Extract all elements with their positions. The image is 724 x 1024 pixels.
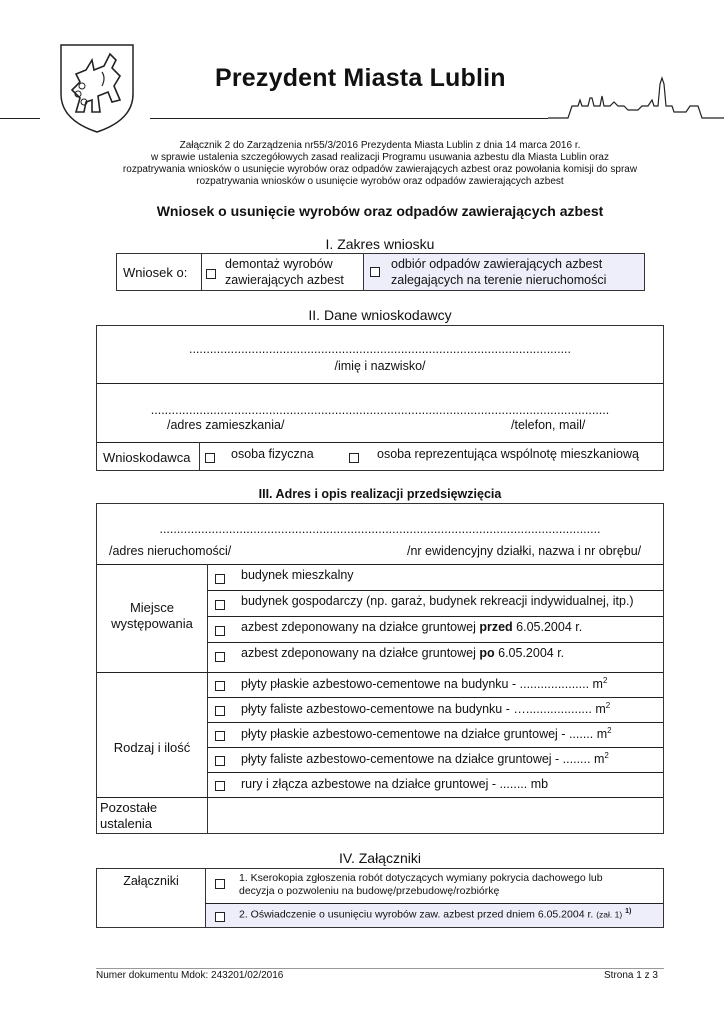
type-option-checkbox[interactable] [215,781,225,791]
option2-line1: odbiór odpadów zawierających azbest [391,257,603,271]
odbior-checkbox[interactable] [370,267,380,277]
option1-line1: demontaż wyrobów [225,257,333,271]
type-option: płyty płaskie azbestowo-cementowe na działce gruntowej - ....... $m^2$ [241,726,612,742]
type-option: rury i złącza azbestowe na działce gruntowej - ........ mb [241,777,549,792]
subtitle-line-1: Załącznik 2 do Zarządzenia nr55/3/2016 Prezydenta Miasta Lublin z dnia 14 marca 2016 r. [179,140,581,151]
location-option: budynek gospodarczy (np. garaż, budynek rekreacji indywidualnej, itp.) [241,594,634,608]
subtitle-line-4: rozpatrywania wniosków o usunięcie wyrobów oraz odpadów zawierających azbest [196,176,564,187]
footer-doc-number: Numer dokumentu Mdok: 243201/02/2016 [96,970,284,981]
name-label: /imię i nazwisko/ [334,359,426,373]
type-option: płyty faliste azbestowo-cementowe na działce gruntowej - ........ $m^2$ [241,751,609,767]
opt-person-label: osoba fizyczna [231,447,314,461]
budynek-gospodarczy-checkbox[interactable] [215,600,225,610]
type-option-checkbox[interactable] [215,731,225,741]
demontaz-checkbox[interactable] [206,269,216,279]
section4-heading: IV. Załączniki [339,850,421,866]
type-option-checkbox[interactable] [215,756,225,766]
header-rule [150,118,548,119]
property-label: /adres nieruchomości/ [109,544,232,558]
option2-line2: zalegających na terenie nieruchomości [391,273,607,287]
other-label-2: ustalenia [100,816,153,831]
attachment2-text: 2. Oświadczenie o usunięciu wyrobów zaw. azbest przed dniem 6.05.2004 r. (zał. 1) $^{1)}$ [239,908,632,921]
applicant-label: Wnioskodawca [103,450,191,465]
other-label-1: Pozostałe [100,800,158,815]
footer-rule [96,968,664,969]
type-option: płyty faliste azbestowo-cementowe na budynku - …................... $m^2$ [241,701,611,717]
location-label-1: Miejsce [129,600,175,615]
address-dots: .................................................................................................................................... [150,403,610,417]
type-option-checkbox[interactable] [215,706,225,716]
wspolnota-checkbox[interactable] [349,453,359,463]
type-label: Rodzaj i ilość [113,740,191,755]
other-notes-field[interactable] [208,798,662,833]
osoba-fizyczna-checkbox[interactable] [205,453,215,463]
attachment1-checkbox[interactable] [215,879,225,889]
location-option: budynek mieszkalny [241,568,354,582]
type-option: płyty płaskie azbestowo-cementowe na budynku - .................... $m^2$ [241,676,608,692]
section1-row-label: Wniosek o: [123,265,188,280]
page-title: Prezydent Miasta Lublin [215,64,506,92]
phone-label: /telefon, mail/ [511,418,586,432]
document-title: Wniosek o usunięcie wyrobów oraz odpadów zawierających azbest [156,203,604,219]
section1-heading: I. Zakres wniosku [325,236,435,252]
attachment1-line1: 1. Kserokopia zgłoszenia robót dotyczących wymiany pokrycia dachowego lub [239,872,603,884]
header-rule-left [0,118,40,119]
section4-box [96,868,664,928]
location-option: azbest zdeponowany na działce gruntowej po 6.05.2004 r. [241,646,565,660]
section3-box [96,503,664,834]
budynek-mieszkalny-checkbox[interactable] [215,574,225,584]
azbest-przed-checkbox[interactable] [215,626,225,636]
subtitle-line-3: rozpatrywania wniosków o usunięcie wyrobów oraz odpadów zawierających azbest oraz powołania komisji do spraw [122,164,638,175]
name-dots: .............................................................................................................. [188,342,572,356]
city-skyline-icon [548,76,724,122]
lublin-coat-of-arms-icon [58,42,136,134]
attachment2-checkbox[interactable] [215,912,225,922]
opt-community-label: osoba reprezentująca wspólnotę mieszkaniową [377,447,639,461]
section4-row-label: Załączniki [123,874,179,888]
option1-line2: zawierających azbest [225,273,344,287]
section3-heading: III. Adres i opis realizacji przedsięwzięcia [258,487,502,501]
location-option: azbest zdeponowany na działce gruntowej przed 6.05.2004 r. [241,620,583,634]
address-label: /adres zamieszkania/ [167,418,285,432]
type-option-checkbox[interactable] [215,681,225,691]
attachment1-line2: decyzja o pozwoleniu na budowę/przebudowę/rozbiórkę [239,885,500,897]
location-label-2: występowania [111,616,193,631]
parcel-label: /nr ewidencyjny działki, nazwa i nr obrębu/ [407,544,642,558]
section1-box [116,253,645,291]
section2-heading: II. Dane wnioskodawcy [308,307,452,323]
property-dots: ............................................................................................................................... [159,522,601,536]
footer-page: Strona 1 z 3 [604,970,658,981]
azbest-po-checkbox[interactable] [215,652,225,662]
subtitle-line-2: w sprawie ustalenia szczegółowych zasad realizacji Programu usuwania azbestu dla Miasta Lublin oraz [150,152,609,163]
section2-box [96,325,664,471]
